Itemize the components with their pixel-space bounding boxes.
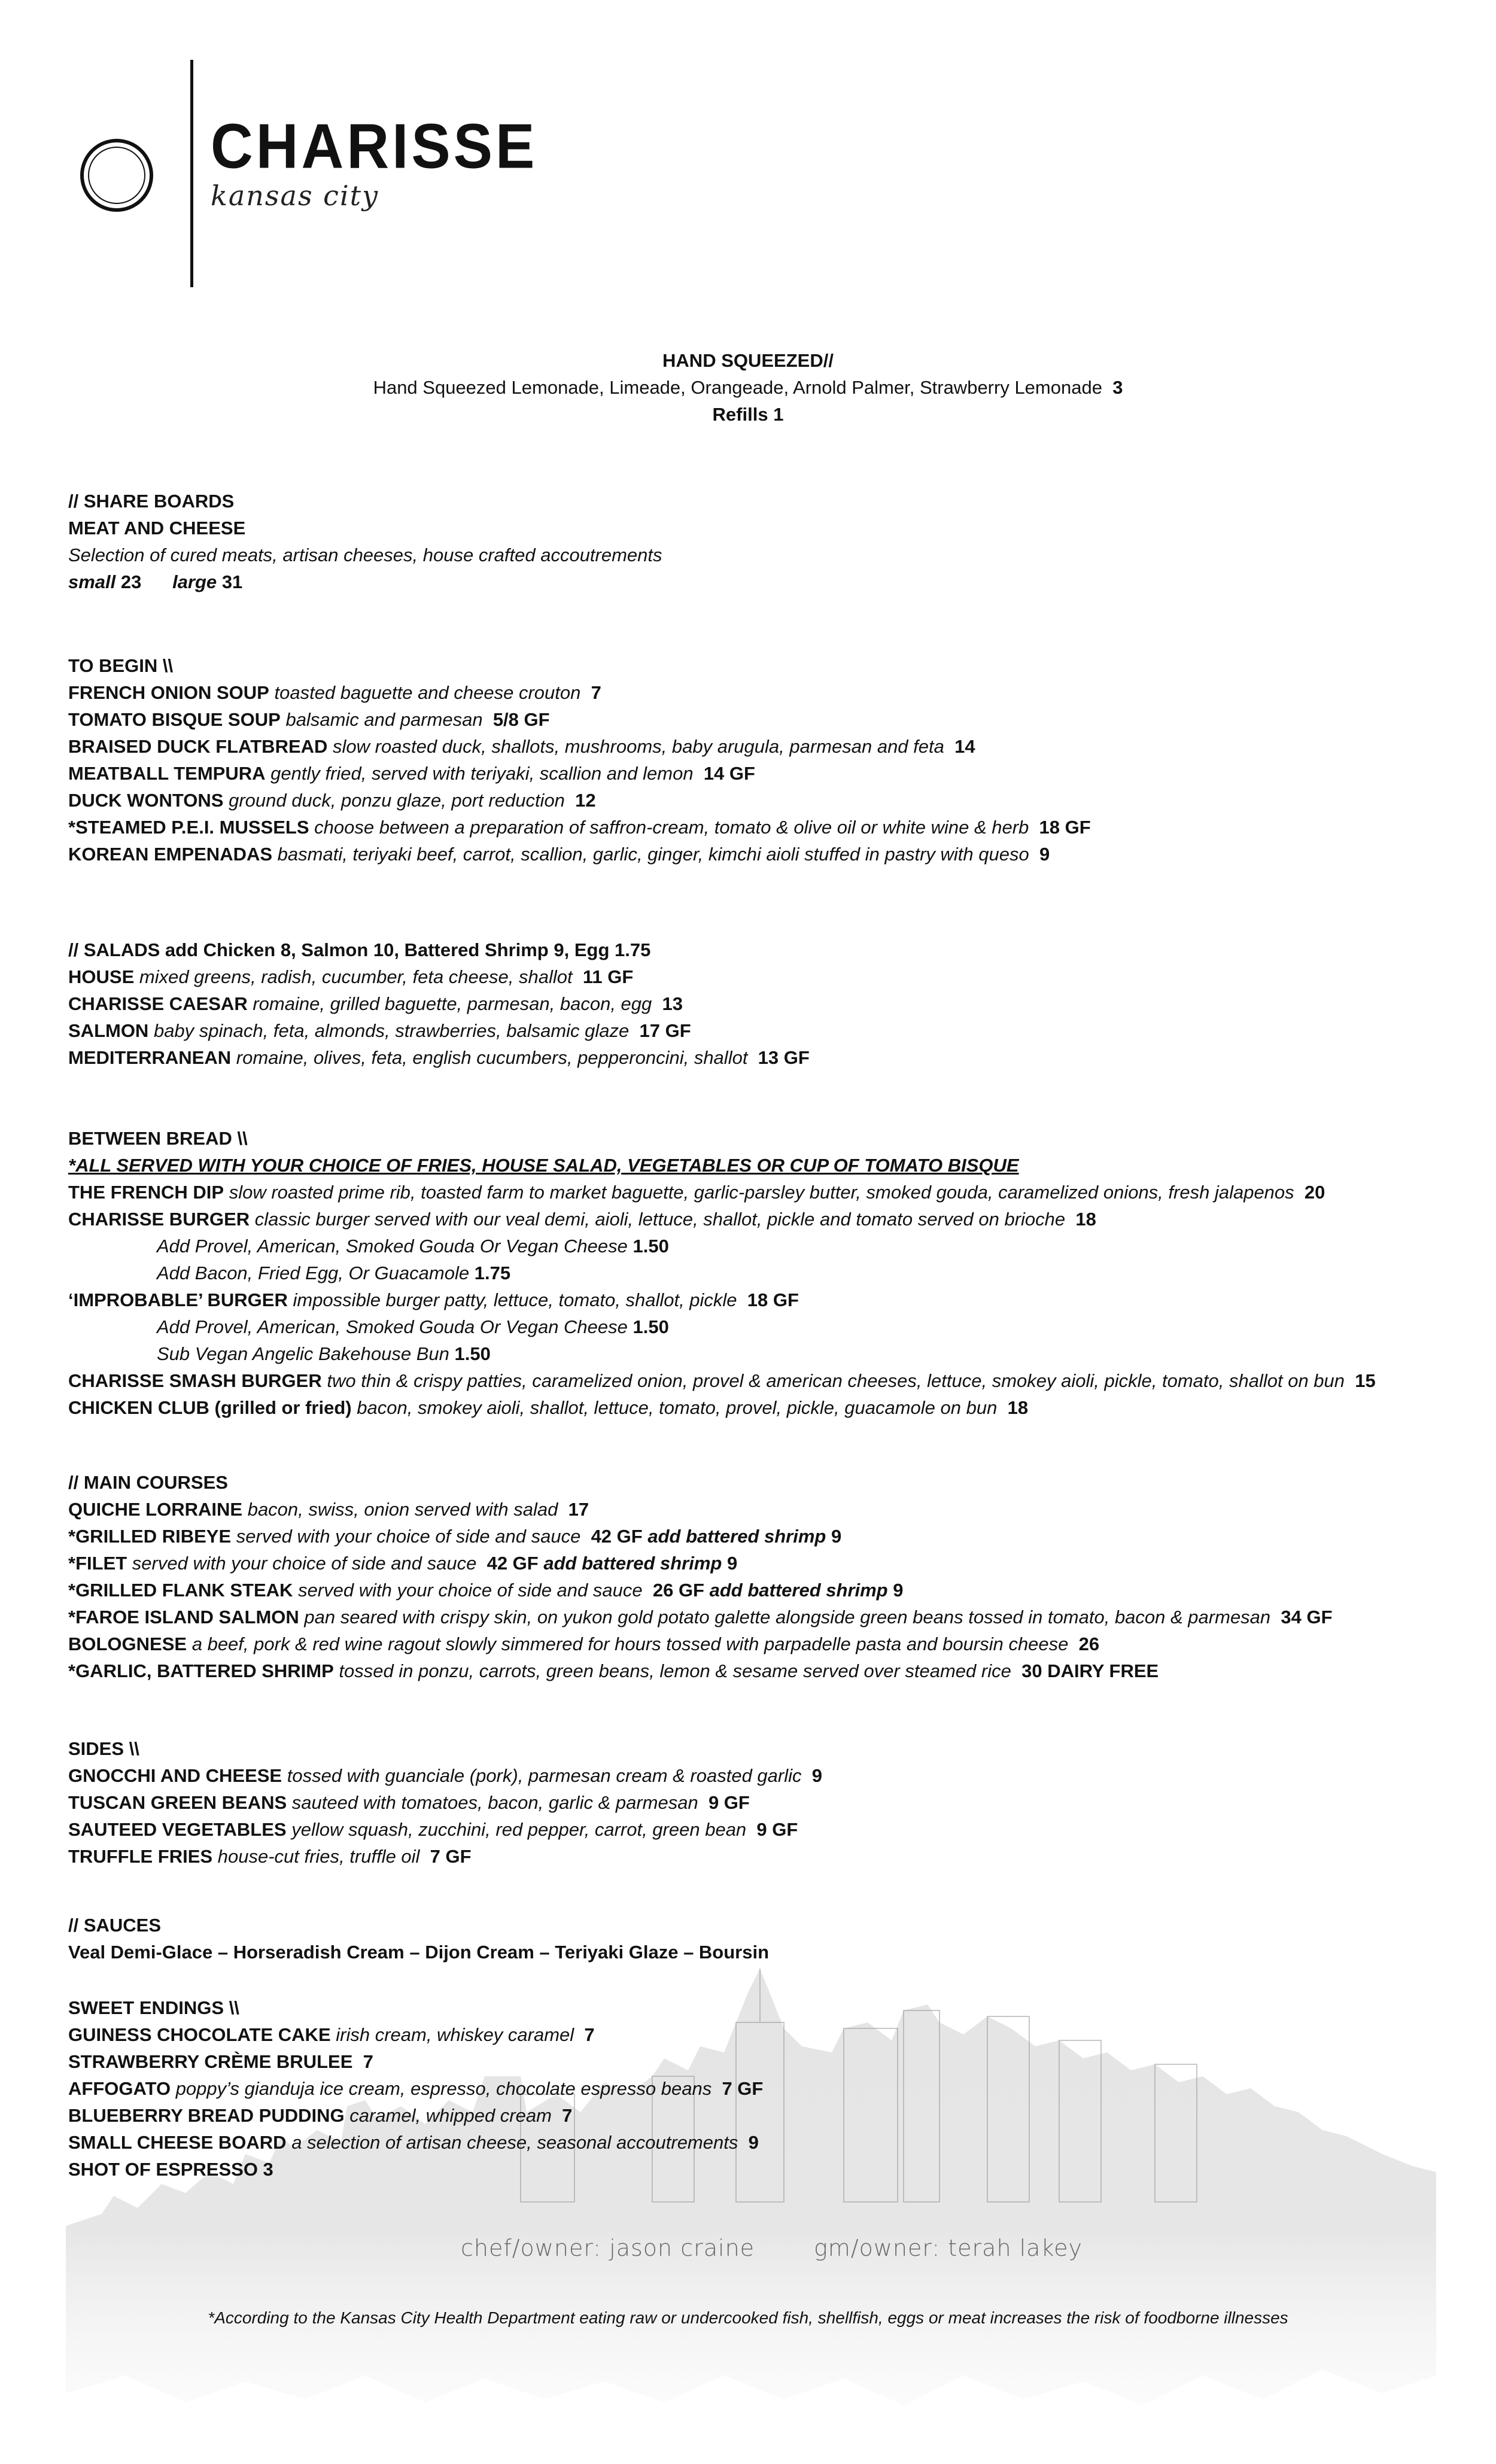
section-heading: // SALADS add Chicken 8, Salmon 10, Battered Shrimp 9, Egg 1.75 <box>68 939 651 960</box>
salads-section <box>68 936 810 1071</box>
menu-item: *STEAMED P.E.I. MUSSELS choose between a preparation of saffron-cream, tomato & olive oil or white wine & herb 18 GF <box>68 817 1091 838</box>
sauce-list: Veal Demi-Glace – Horseradish Cream – Dijon Cream – Teriyaki Glaze – Boursin <box>68 1942 770 1963</box>
menu-item: *GRILLED RIBEYE served with your choice of side and sauce 42 GF add battered shrimp 9 <box>68 1526 842 1547</box>
menu-item: DUCK WONTONS ground duck, ponzu glaze, port reduction 12 <box>68 790 596 811</box>
brand-subtitle: kansas city <box>211 180 379 212</box>
section-heading: // SHARE BOARDS <box>68 491 235 512</box>
health-disclaimer: *According to the Kansas City Health Department eating raw or undercooked fish, shellfish, eggs or meat increases the risk of foodborne illnesses <box>208 2308 1288 2327</box>
sides-section <box>68 1735 822 1870</box>
menu-addon: Add Provel, American, Smoked Gouda Or Vegan Cheese 1.50 <box>157 1316 669 1337</box>
sauces-section <box>68 1912 769 1966</box>
section-heading: SIDES \\ <box>68 1738 139 1759</box>
gm-signature: gm/owner: terah lakey <box>814 2235 1083 2261</box>
menu-item: TUSCAN GREEN BEANS sauteed with tomatoes, bacon, garlic & parmesan 9 GF <box>68 1792 750 1813</box>
menu-item: BOLOGNESE a beef, pork & red wine ragout slowly simmered for hours tossed with parpadelle pasta and boursin cheese 26 <box>68 1633 1100 1654</box>
menu-item: CHARISSE BURGER classic burger served with our veal demi, aioli, lettuce, shallot, pickle and tomato served on brioche 18 <box>68 1209 1096 1230</box>
menu-item: *GARLIC, BATTERED SHRIMP tossed in ponzu, carrots, green beans, lemon & sesame served over steamed rice 30 DAIRY FREE <box>68 1660 1159 1681</box>
menu-item: FRENCH ONION SOUP toasted baguette and cheese crouton 7 <box>68 682 601 703</box>
menu-addon: Sub Vegan Angelic Bakehouse Bun 1.50 <box>157 1343 491 1364</box>
menu-item: MEDITERRANEAN romaine, olives, feta, english cucumbers, pepperoncini, shallot 13 GF <box>68 1047 810 1068</box>
section-heading: HAND SQUEEZED// <box>662 350 834 371</box>
menu-item: THE FRENCH DIP slow roasted prime rib, toasted farm to market baguette, garlic-parsley butter, smoked gouda, caramelized onions, fresh jalapenos 20 <box>68 1182 1325 1203</box>
menu-addon: Add Bacon, Fried Egg, Or Guacamole 1.75 <box>157 1263 511 1283</box>
brand-name: CHARISSE <box>211 110 538 182</box>
menu-item: CHARISSE CAESAR romaine, grilled baguette, parmesan, bacon, egg 13 <box>68 993 683 1014</box>
to-begin-section <box>68 652 1091 868</box>
menu-item: CHARISSE SMASH BURGER two thin & crispy patties, caramelized onion, provel & american cheeses, lettuce, smokey aioli, pickle, tomato, shallot on bun 15 <box>68 1370 1376 1391</box>
menu-item: AFFOGATO poppy’s gianduja ice cream, espresso, chocolate espresso beans 7 GF <box>68 2078 764 2099</box>
menu-item: SMALL CHEESE BOARD a selection of artisan cheese, seasonal accoutrements 9 <box>68 2132 759 2153</box>
section-heading: TO BEGIN \\ <box>68 655 174 676</box>
sweet-endings-section <box>68 1994 763 2183</box>
menu-item: ‘IMPROBABLE’ BURGER impossible burger patty, lettuce, tomato, shallot, pickle 18 GF <box>68 1289 799 1310</box>
hand-squeezed-section <box>0 347 1496 428</box>
menu-item: MEATBALL TEMPURA gently fried, served with teriyaki, scallion and lemon 14 GF <box>68 763 755 784</box>
menu-item: *GRILLED FLANK STEAK served with your choice of side and sauce 26 GF add battered shrimp 9 <box>68 1580 904 1601</box>
menu-item: *FILET served with your choice of side and sauce 42 GF add battered shrimp 9 <box>68 1553 738 1574</box>
section-heading: // SAUCES <box>68 1915 162 1936</box>
menu-item: CHICKEN CLUB (grilled or fried) bacon, smokey aioli, shallot, lettuce, tomato, provel, pickle, guacamole on bun 18 <box>68 1397 1029 1418</box>
menu-item: TOMATO BISQUE SOUP balsamic and parmesan 5/8 GF <box>68 709 550 730</box>
menu-item: BLUEBERRY BREAD PUDDING caramel, whipped cream 7 <box>68 2105 573 2126</box>
section-heading: // MAIN COURSES <box>68 1472 228 1493</box>
menu-item: TRUFFLE FRIES house-cut fries, truffle oil 7 GF <box>68 1846 472 1867</box>
logo-divider <box>190 60 193 287</box>
menu-item: SHOT OF ESPRESSO 3 <box>68 2159 273 2180</box>
menu-item: GUINESS CHOCOLATE CAKE irish cream, whiskey caramel 7 <box>68 2024 595 2045</box>
size-prices: small 23 large 31 <box>68 571 243 592</box>
section-heading: BETWEEN BREAD \\ <box>68 1128 248 1149</box>
sides-note: *ALL SERVED WITH YOUR CHOICE OF FRIES, HOUSE SALAD, VEGETABLES OR CUP OF TOMATO BISQUE <box>68 1155 1019 1176</box>
section-heading: SWEET ENDINGS \\ <box>68 1997 239 2018</box>
menu-item: GNOCCHI AND CHEESE tossed with guanciale (pork), parmesan cream & roasted garlic 9 <box>68 1765 822 1786</box>
share-boards-section <box>68 488 662 595</box>
menu-item: Hand Squeezed Lemonade, Limeade, Orangeade, Arnold Palmer, Strawberry Lemonade 3 <box>373 377 1123 398</box>
refills-note: Refills 1 <box>712 404 784 425</box>
menu-item: BRAISED DUCK FLATBREAD slow roasted duck, shallots, mushrooms, baby arugula, parmesan and feta 14 <box>68 736 975 757</box>
main-courses-section <box>68 1469 1333 1684</box>
menu-item: SALMON baby spinach, feta, almonds, strawberries, balsamic glaze 17 GF <box>68 1020 691 1041</box>
menu-item-desc: Selection of cured meats, artisan cheeses, house crafted accoutrements <box>68 544 662 565</box>
menu-item: KOREAN EMPENADAS basmati, teriyaki beef, carrot, scallion, garlic, ginger, kimchi aioli stuffed in pastry with queso 9 <box>68 844 1050 865</box>
between-bread-section <box>68 1125 1376 1421</box>
chef-signature: chef/owner: jason craine <box>461 2235 755 2261</box>
menu-item: SAUTEED VEGETABLES yellow squash, zucchini, red pepper, carrot, green bean 9 GF <box>68 1819 798 1840</box>
menu-addon: Add Provel, American, Smoked Gouda Or Vegan Cheese 1.50 <box>157 1236 669 1257</box>
menu-item: HOUSE mixed greens, radish, cucumber, feta cheese, shallot 11 GF <box>68 966 634 987</box>
menu-item: QUICHE LORRAINE bacon, swiss, onion served with salad 17 <box>68 1499 589 1520</box>
logo-circle-icon <box>78 136 156 214</box>
menu-item: *FAROE ISLAND SALMON pan seared with crispy skin, on yukon gold potato galette alongside green beans tossed in tomato, bacon & parmesan 34 GF <box>68 1607 1333 1628</box>
menu-item-name: MEAT AND CHEESE <box>68 518 246 539</box>
menu-item: STRAWBERRY CRÈME BRULEE 7 <box>68 2051 373 2072</box>
